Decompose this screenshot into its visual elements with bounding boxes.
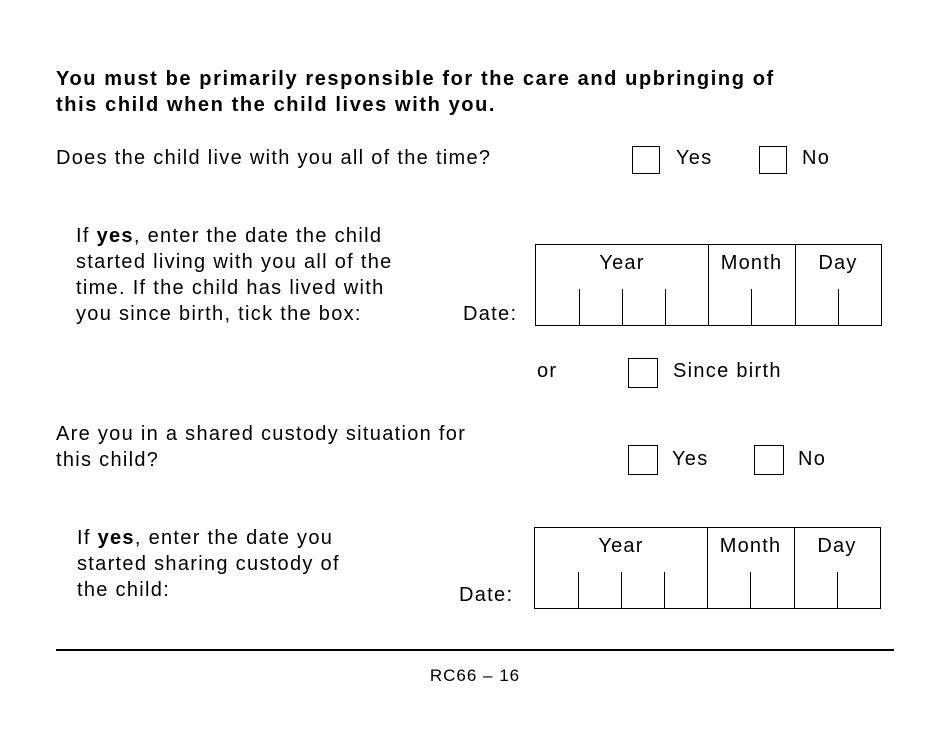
date2-digit-tick	[664, 572, 665, 608]
date1-digit-tick	[665, 289, 666, 325]
q2-no-label: No	[798, 448, 827, 470]
q1-question: Does the child live with you all of the time?	[56, 147, 492, 169]
form-code: RC66 – 16	[429, 666, 521, 685]
date1-line-4: you since birth, tick the box:	[76, 303, 362, 325]
date1-digit-tick	[622, 289, 623, 325]
intro-line-2: this child when the child lives with you.	[56, 94, 497, 116]
date2-line-2: started sharing custody of	[77, 553, 340, 575]
date1-year-header: Year	[599, 252, 645, 274]
date1-month-header: Month	[720, 252, 783, 274]
date2-divider	[707, 528, 708, 608]
or-label: or	[537, 360, 558, 382]
q1-yes-label: Yes	[676, 147, 713, 169]
date1-instructions	[76, 223, 393, 327]
date2-digit-tick	[578, 572, 579, 608]
q1-no-checkbox[interactable]	[759, 146, 787, 174]
date1-digit-tick	[579, 289, 580, 325]
date1-day-header: Day	[818, 252, 858, 274]
date2-digit-tick	[621, 572, 622, 608]
date2-day-header: Day	[817, 535, 857, 557]
date1-line-1: If yes, enter the date the child	[76, 225, 383, 247]
date2-label: Date:	[459, 584, 514, 606]
date1-field[interactable]	[535, 244, 882, 326]
q2-no-checkbox[interactable]	[754, 445, 784, 475]
date2-yes-bold: yes	[97, 527, 135, 549]
since-birth-checkbox[interactable]	[628, 358, 658, 388]
intro-line-1: You must be primarily responsible for the care and upbringing of	[56, 68, 775, 90]
date2-divider	[794, 528, 795, 608]
date2-digit-tick	[837, 572, 838, 608]
since-birth-label: Since birth	[673, 360, 782, 382]
date1-label: Date:	[463, 303, 518, 325]
q2-line-2: this child?	[56, 449, 160, 471]
q2-question	[56, 421, 466, 473]
date2-line-1: If yes, enter the date you	[77, 527, 334, 549]
q2-yes-label: Yes	[672, 448, 709, 470]
date1-line-2: started living with you all of the	[76, 251, 393, 273]
date1-digit-tick	[751, 289, 752, 325]
intro-paragraph	[56, 66, 775, 118]
date1-digit-tick	[838, 289, 839, 325]
q2-line-1: Are you in a shared custody situation for	[56, 423, 467, 445]
q2-yes-checkbox[interactable]	[628, 445, 658, 475]
date2-year-header: Year	[598, 535, 644, 557]
date1-line-3: time. If the child has lived with	[76, 277, 385, 299]
date1-yes-bold: yes	[96, 225, 134, 247]
q1-no-label: No	[802, 147, 831, 169]
date2-digit-tick	[750, 572, 751, 608]
date2-line-3: the child:	[77, 579, 171, 601]
date2-field[interactable]	[534, 527, 881, 609]
q1-yes-checkbox[interactable]	[632, 146, 660, 174]
date1-divider	[708, 245, 709, 325]
date2-month-header: Month	[719, 535, 782, 557]
date2-instructions	[77, 525, 340, 603]
date1-divider	[795, 245, 796, 325]
footer-rule	[56, 649, 894, 651]
